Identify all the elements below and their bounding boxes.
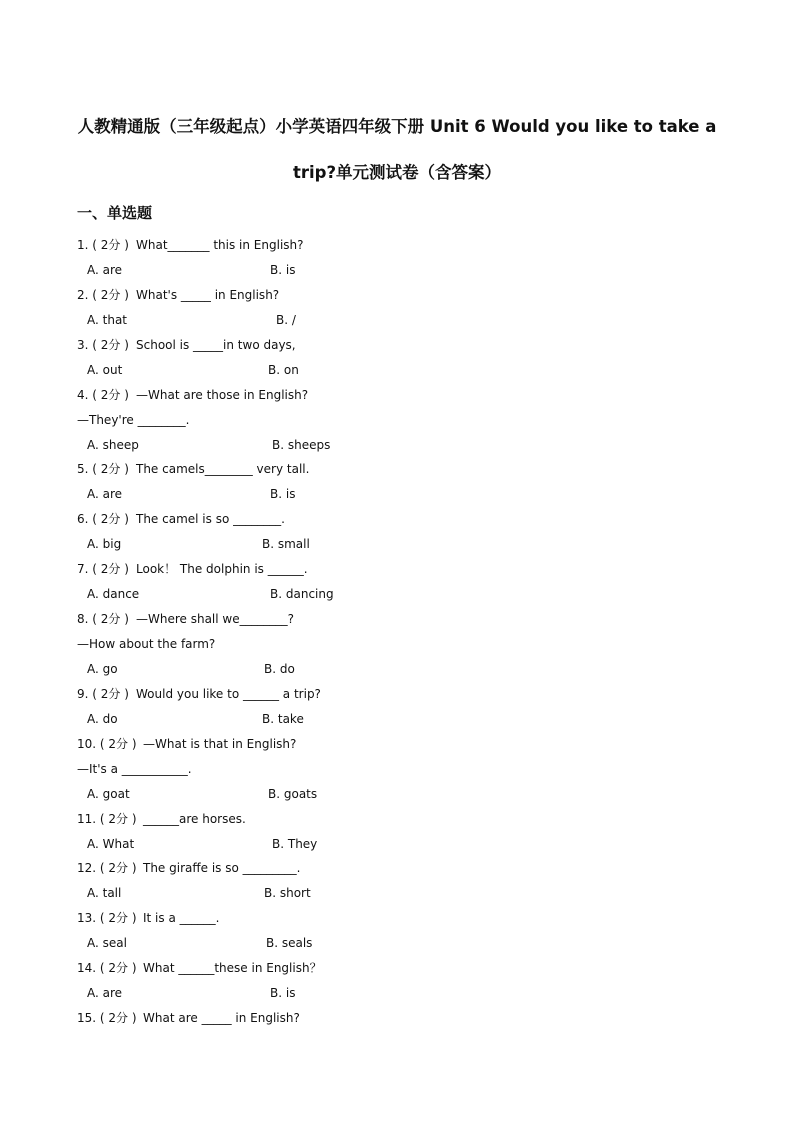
option-a: A. goat — [87, 786, 130, 801]
option-a: A. dance — [87, 587, 140, 602]
option-b: B. / — [276, 312, 296, 327]
question-text: The camels________ very tall. — [136, 462, 310, 477]
question-10-stem — [0, 735, 794, 760]
question-11-options — [0, 835, 794, 860]
title-line-2: trip?单元测试卷（含答案） — [292, 163, 502, 182]
option-b: B. sheeps — [272, 437, 331, 452]
question-number: 15. ( 2分 ) — [77, 1011, 137, 1026]
option-b: B. on — [268, 362, 299, 377]
question-2-stem — [0, 286, 794, 311]
option-a: A. are — [87, 487, 123, 502]
question-13-options — [0, 934, 794, 959]
question-number: 9. ( 2分 ) — [77, 686, 129, 701]
question-3-options — [0, 361, 794, 386]
question-number: 8. ( 2分 ) — [77, 612, 129, 627]
question-9-options — [0, 710, 794, 735]
question-text: —What is that in English? — [143, 736, 297, 751]
question-text: It is a ______. — [143, 911, 220, 926]
option-a: A. What — [87, 836, 135, 851]
question-number: 12. ( 2分 ) — [77, 861, 137, 876]
section-heading: 一、单选题 — [77, 204, 153, 222]
question-text: Look！ The dolphin is ______. — [136, 562, 308, 577]
question-text: ______are horses. — [143, 811, 246, 826]
question-number: 10. ( 2分 ) — [77, 736, 137, 751]
question-14-stem — [0, 959, 794, 984]
question-text: School is _____in two days, — [136, 337, 296, 352]
question-number: 14. ( 2分 ) — [77, 961, 137, 976]
question-9-stem — [0, 685, 794, 710]
option-a: A. do — [87, 711, 118, 726]
question-text: —Where shall we________? — [136, 612, 294, 627]
question-7-options — [0, 585, 794, 610]
option-a: A. sheep — [87, 437, 139, 452]
question-12-options — [0, 884, 794, 909]
option-b: B. is — [270, 487, 296, 502]
option-b: B. short — [264, 886, 311, 901]
question-number: 6. ( 2分 ) — [77, 512, 129, 527]
option-b: B. small — [262, 537, 310, 552]
option-b: B. dancing — [270, 587, 334, 602]
question-5-options — [0, 485, 794, 510]
question-8-options — [0, 660, 794, 685]
question-text-continued: —They're ________. — [77, 412, 190, 427]
question-text: Would you like to ______ a trip? — [136, 686, 321, 701]
question-4-options — [0, 436, 794, 461]
question-10-stem-line-2 — [0, 760, 794, 785]
question-number: 7. ( 2分 ) — [77, 562, 129, 577]
question-4-stem — [0, 386, 794, 411]
question-text: The camel is so ________. — [136, 512, 285, 527]
option-b: B. take — [262, 711, 304, 726]
question-13-stem — [0, 909, 794, 934]
option-b: B. is — [270, 262, 296, 277]
question-12-stem — [0, 859, 794, 884]
question-14-options — [0, 984, 794, 1009]
question-text: The giraffe is so _________. — [143, 861, 301, 876]
question-10-options — [0, 785, 794, 810]
question-text: What are _____ in English? — [143, 1011, 300, 1026]
option-b: B. is — [270, 986, 296, 1001]
question-8-stem — [0, 610, 794, 635]
question-list — [0, 236, 794, 1034]
question-1-options — [0, 261, 794, 286]
question-1-stem — [0, 236, 794, 261]
question-text: What's _____ in English? — [136, 287, 280, 302]
question-6-options — [0, 535, 794, 560]
question-4-stem-line-2 — [0, 411, 794, 436]
option-b: B. goats — [268, 786, 318, 801]
option-a: A. go — [87, 661, 118, 676]
document-title — [60, 116, 734, 184]
question-6-stem — [0, 510, 794, 535]
question-11-stem — [0, 810, 794, 835]
question-5-stem — [0, 460, 794, 485]
option-a: A. tall — [87, 886, 122, 901]
option-a: A. are — [87, 986, 123, 1001]
option-a: A. big — [87, 537, 122, 552]
question-text-continued: —It's a ___________. — [77, 761, 192, 776]
question-number: 13. ( 2分 ) — [77, 911, 137, 926]
question-number: 11. ( 2分 ) — [77, 811, 137, 826]
question-number: 4. ( 2分 ) — [77, 387, 129, 402]
option-a: A. seal — [87, 936, 127, 951]
question-number: 1. ( 2分 ) — [77, 238, 129, 252]
option-a: A. are — [87, 262, 123, 277]
question-text: What ______these in English？ — [143, 961, 322, 976]
question-number: 3. ( 2分 ) — [77, 337, 129, 352]
option-b: B. They — [272, 836, 318, 851]
question-number: 5. ( 2分 ) — [77, 462, 129, 477]
question-8-stem-line-2 — [0, 635, 794, 660]
option-a: A. that — [87, 312, 127, 327]
title-line-1: 人教精通版（三年级起点）小学英语四年级下册 Unit 6 Would you like to take a — [77, 117, 717, 136]
question-text: —What are those in English? — [136, 387, 309, 402]
question-2-options — [0, 311, 794, 336]
question-3-stem — [0, 336, 794, 361]
option-a: A. out — [87, 362, 123, 377]
option-b: B. do — [264, 661, 295, 676]
question-number: 2. ( 2分 ) — [77, 287, 129, 302]
question-7-stem — [0, 560, 794, 585]
question-text-continued: —How about the farm? — [77, 637, 216, 651]
question-text: What_______ this in English? — [136, 238, 304, 252]
option-b: B. seals — [266, 936, 313, 951]
question-15-stem — [0, 1009, 794, 1034]
